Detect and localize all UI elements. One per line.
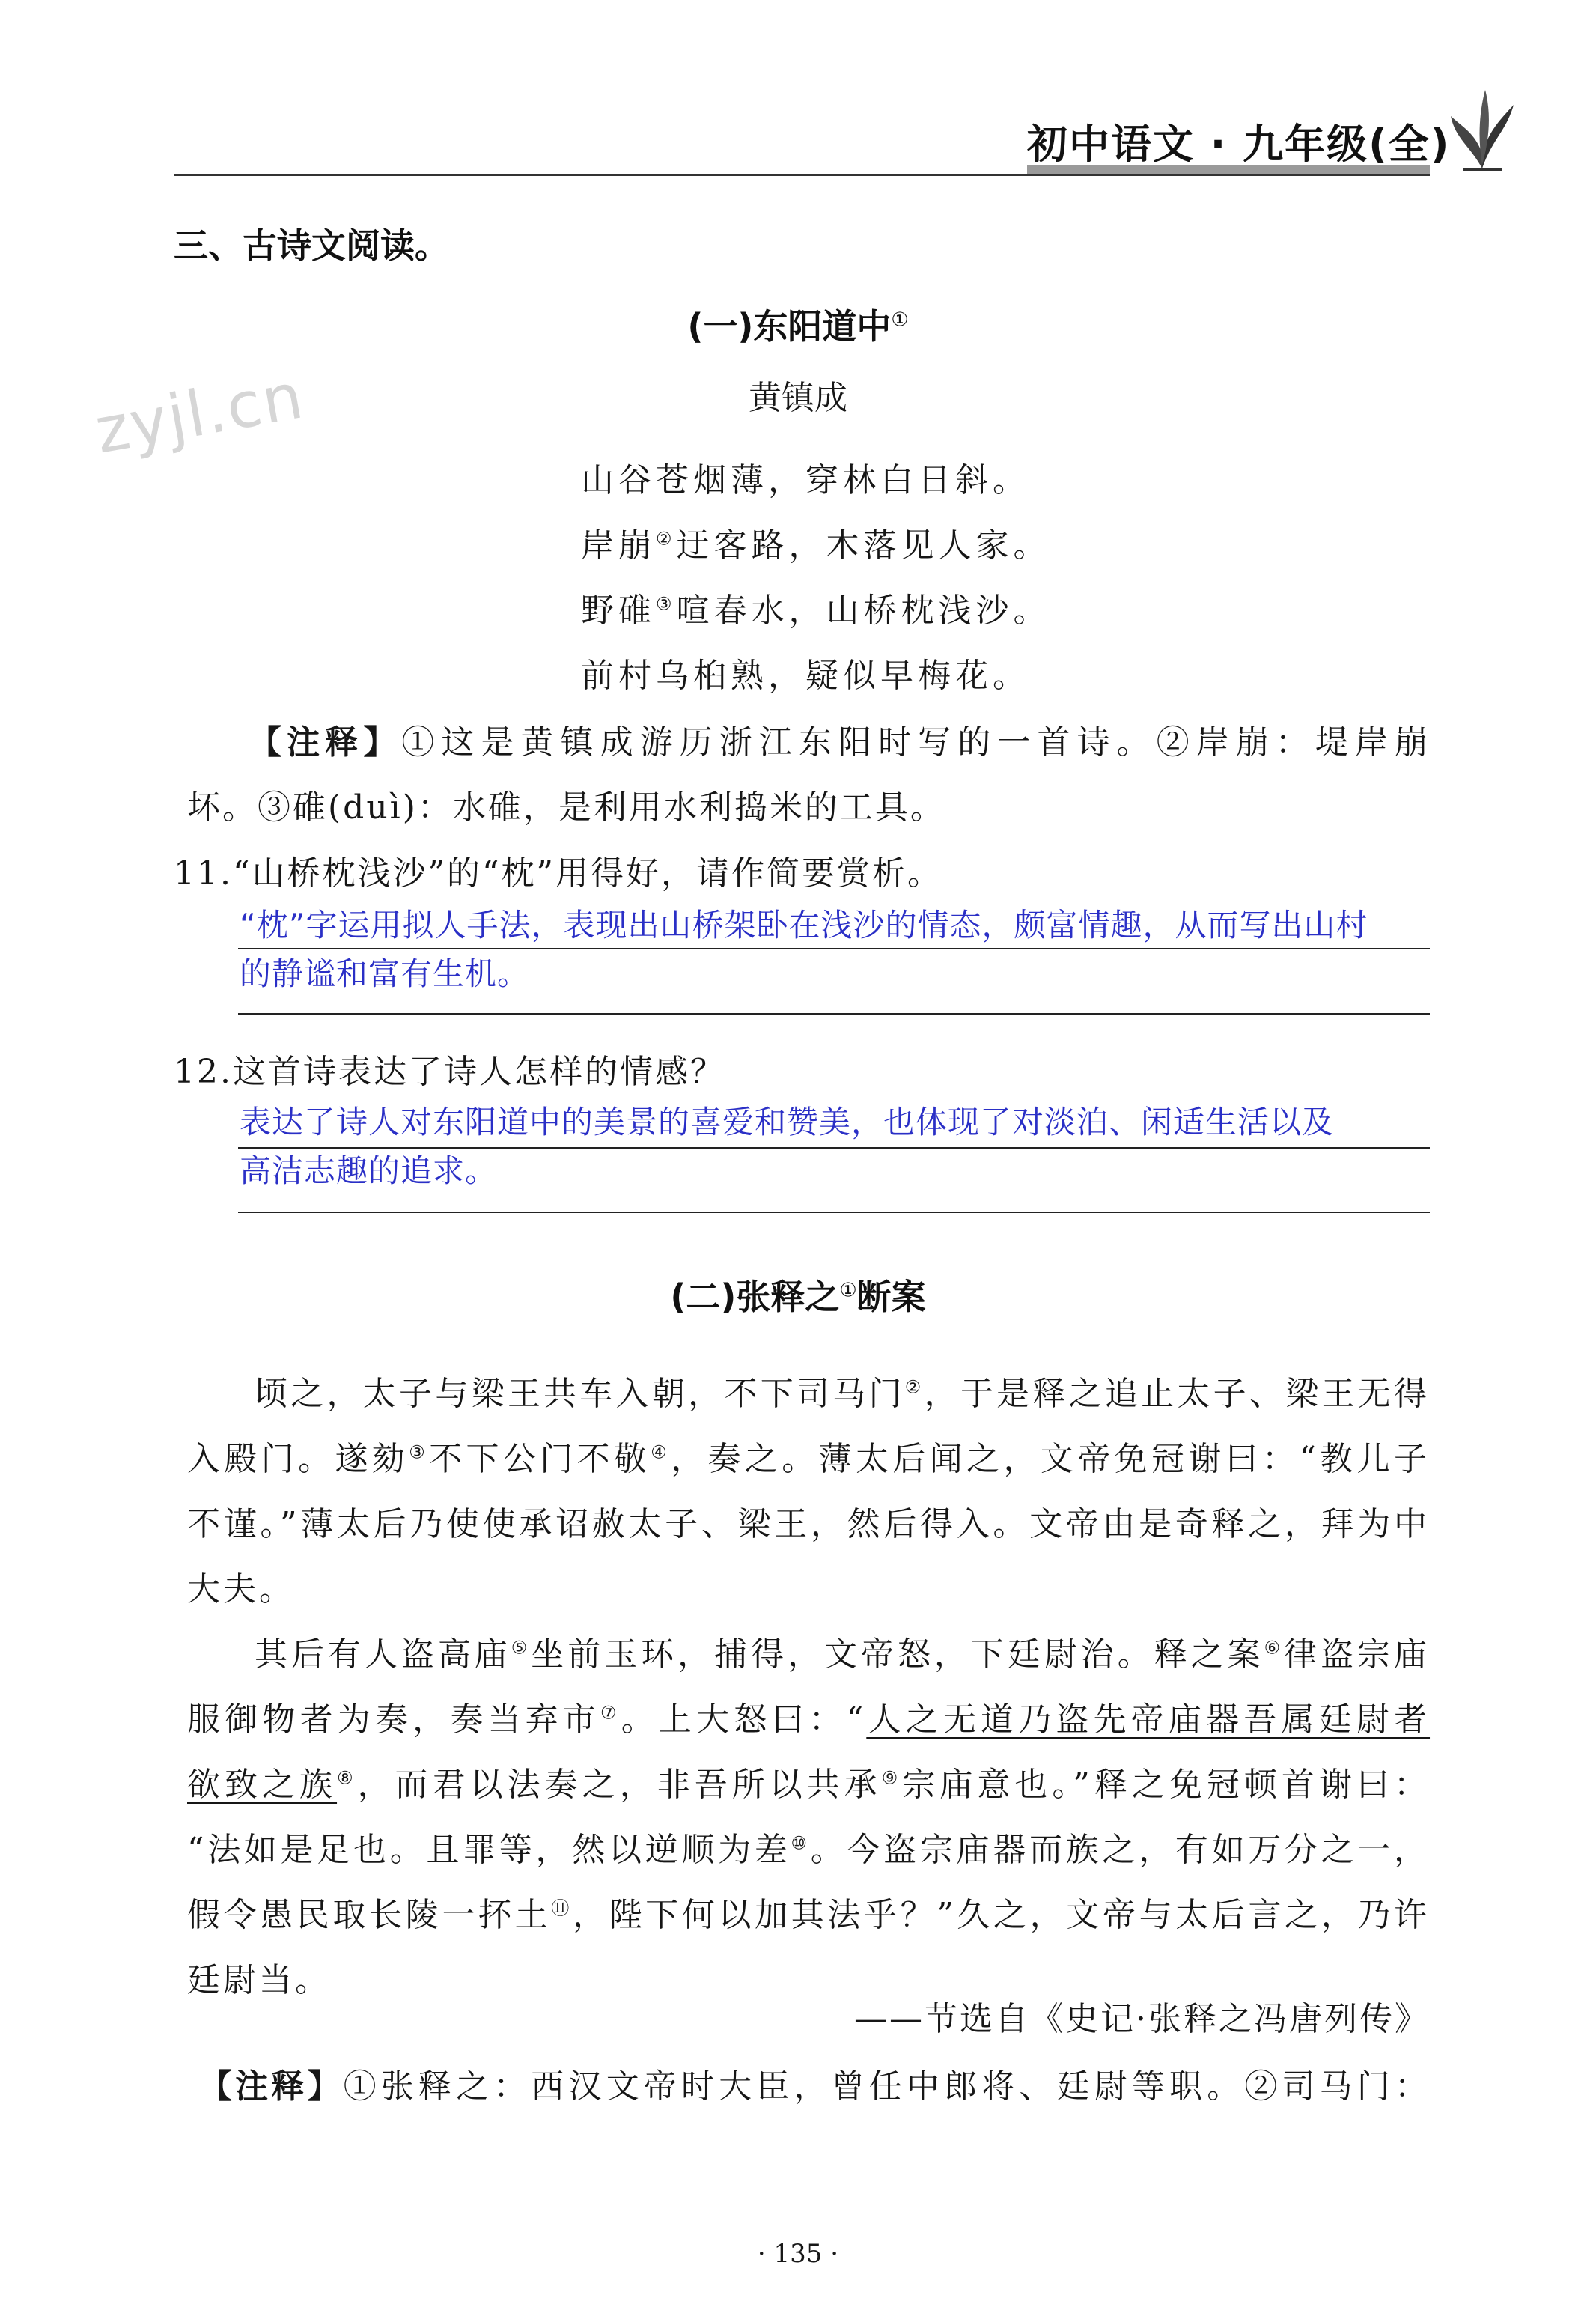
- header-rule: [174, 174, 1430, 176]
- answer-line: [238, 948, 1430, 949]
- passage-p2-line6: 廷尉当。: [187, 1961, 331, 1999]
- plant-logo-icon: [1448, 86, 1517, 172]
- question-12: 12.这首诗表达了诗人怎样的情感？: [174, 1053, 725, 1091]
- poem-notes-line2: 坏。③碓(duì)：水碓，是利用水利捣米的工具。: [187, 788, 945, 827]
- poem-line: 野碓③喧春水，山桥枕浅沙。: [581, 592, 1051, 630]
- poem-title: (一)东阳道中①: [687, 306, 909, 347]
- passage-title: (二)张释之①断案: [670, 1277, 926, 1317]
- poem-notes-line1: 【注释】①这是黄镇成游历浙江东阳时写的一首诗。②岸崩：堤岸崩: [249, 723, 1431, 762]
- passage-p1-line3: 不谨。”薄太后乃使使承诏赦太子、梁王，然后得入。文帝由是奇释之，拜为中: [187, 1505, 1430, 1543]
- answer-line: [238, 1013, 1430, 1015]
- passage-p1-line4: 大夫。: [187, 1570, 295, 1608]
- answer-line: [238, 1147, 1430, 1149]
- answer-line: [238, 1212, 1430, 1213]
- poem-line: 岸崩②迂客路，木落见人家。: [581, 526, 1051, 565]
- question-11: 11.“山桥枕浅沙”的“枕”用得好，请作简要赏析。: [174, 854, 942, 893]
- header-title: 初中语文 · 九年级(全): [1027, 121, 1451, 168]
- passage-notes: 【注释】①张释之：西汉文帝时大臣，曾任中郎将、廷尉等职。②司马门：: [199, 2067, 1430, 2106]
- passage-p2-line3: 欲致之族⑧，而君以法奏之，非吾所以共承⑨宗庙意也。”释之免冠顿首谢曰：: [187, 1766, 1431, 1804]
- passage-p1-line2: 入殿门。遂劾③不下公门不敬④，奏之。薄太后闻之，文帝免冠谢曰：“教儿子: [187, 1440, 1431, 1478]
- passage-source: ——节选自《史记·张释之冯唐列传》: [854, 2000, 1430, 2038]
- underlined-sentence: 欲致之族: [187, 1766, 338, 1804]
- poem-line: 前村乌桕熟，疑似早梅花。: [581, 657, 1030, 695]
- answer-11-line1: “枕”字运用拟人手法，表现出山桥架卧在浅沙的情态，颇富情趣，从而写出山村: [240, 907, 1368, 943]
- passage-p1-line1: 顷之，太子与梁王共车入朝，不下司马门②，于是释之追止太子、梁王无得: [255, 1375, 1431, 1413]
- section-title: 三、古诗文阅读。: [174, 225, 449, 266]
- passage-p2-line2: 服御物者为奏，奏当弃市⑦。上大怒曰：“人之无道乃盗先帝庙器吾属廷尉者: [187, 1700, 1431, 1739]
- underlined-sentence: 人之无道乃盗先帝庙器吾属廷尉者: [866, 1700, 1431, 1739]
- poem-line: 山谷苍烟薄，穿林白日斜。: [581, 461, 1030, 499]
- passage-p2-line4: “法如是足也。且罪等，然以逆顺为差⑩。今盗宗庙器而族之，有如万分之一，: [187, 1831, 1431, 1869]
- page-number: · 135 ·: [757, 2239, 839, 2269]
- poem-author: 黄镇成: [749, 379, 847, 417]
- passage-p2-line5: 假令愚民取长陵一抔土⑪，陛下何以加其法乎？”久之，文帝与太后言之，乃许: [187, 1896, 1431, 1934]
- answer-11-line2: 的静谧和富有生机。: [240, 955, 530, 992]
- answer-12-line2: 高洁志趣的追求。: [240, 1152, 498, 1189]
- passage-p2-line1: 其后有人盗高庙⑤坐前玉环，捕得，文帝怒，下廷尉治。释之案⑥律盗宗庙: [255, 1635, 1431, 1674]
- answer-12-line1: 表达了诗人对东阳道中的美景的喜爱和赞美，也体现了对淡泊、闲适生活以及: [240, 1104, 1335, 1140]
- watermark: zyjl.cn: [90, 359, 310, 468]
